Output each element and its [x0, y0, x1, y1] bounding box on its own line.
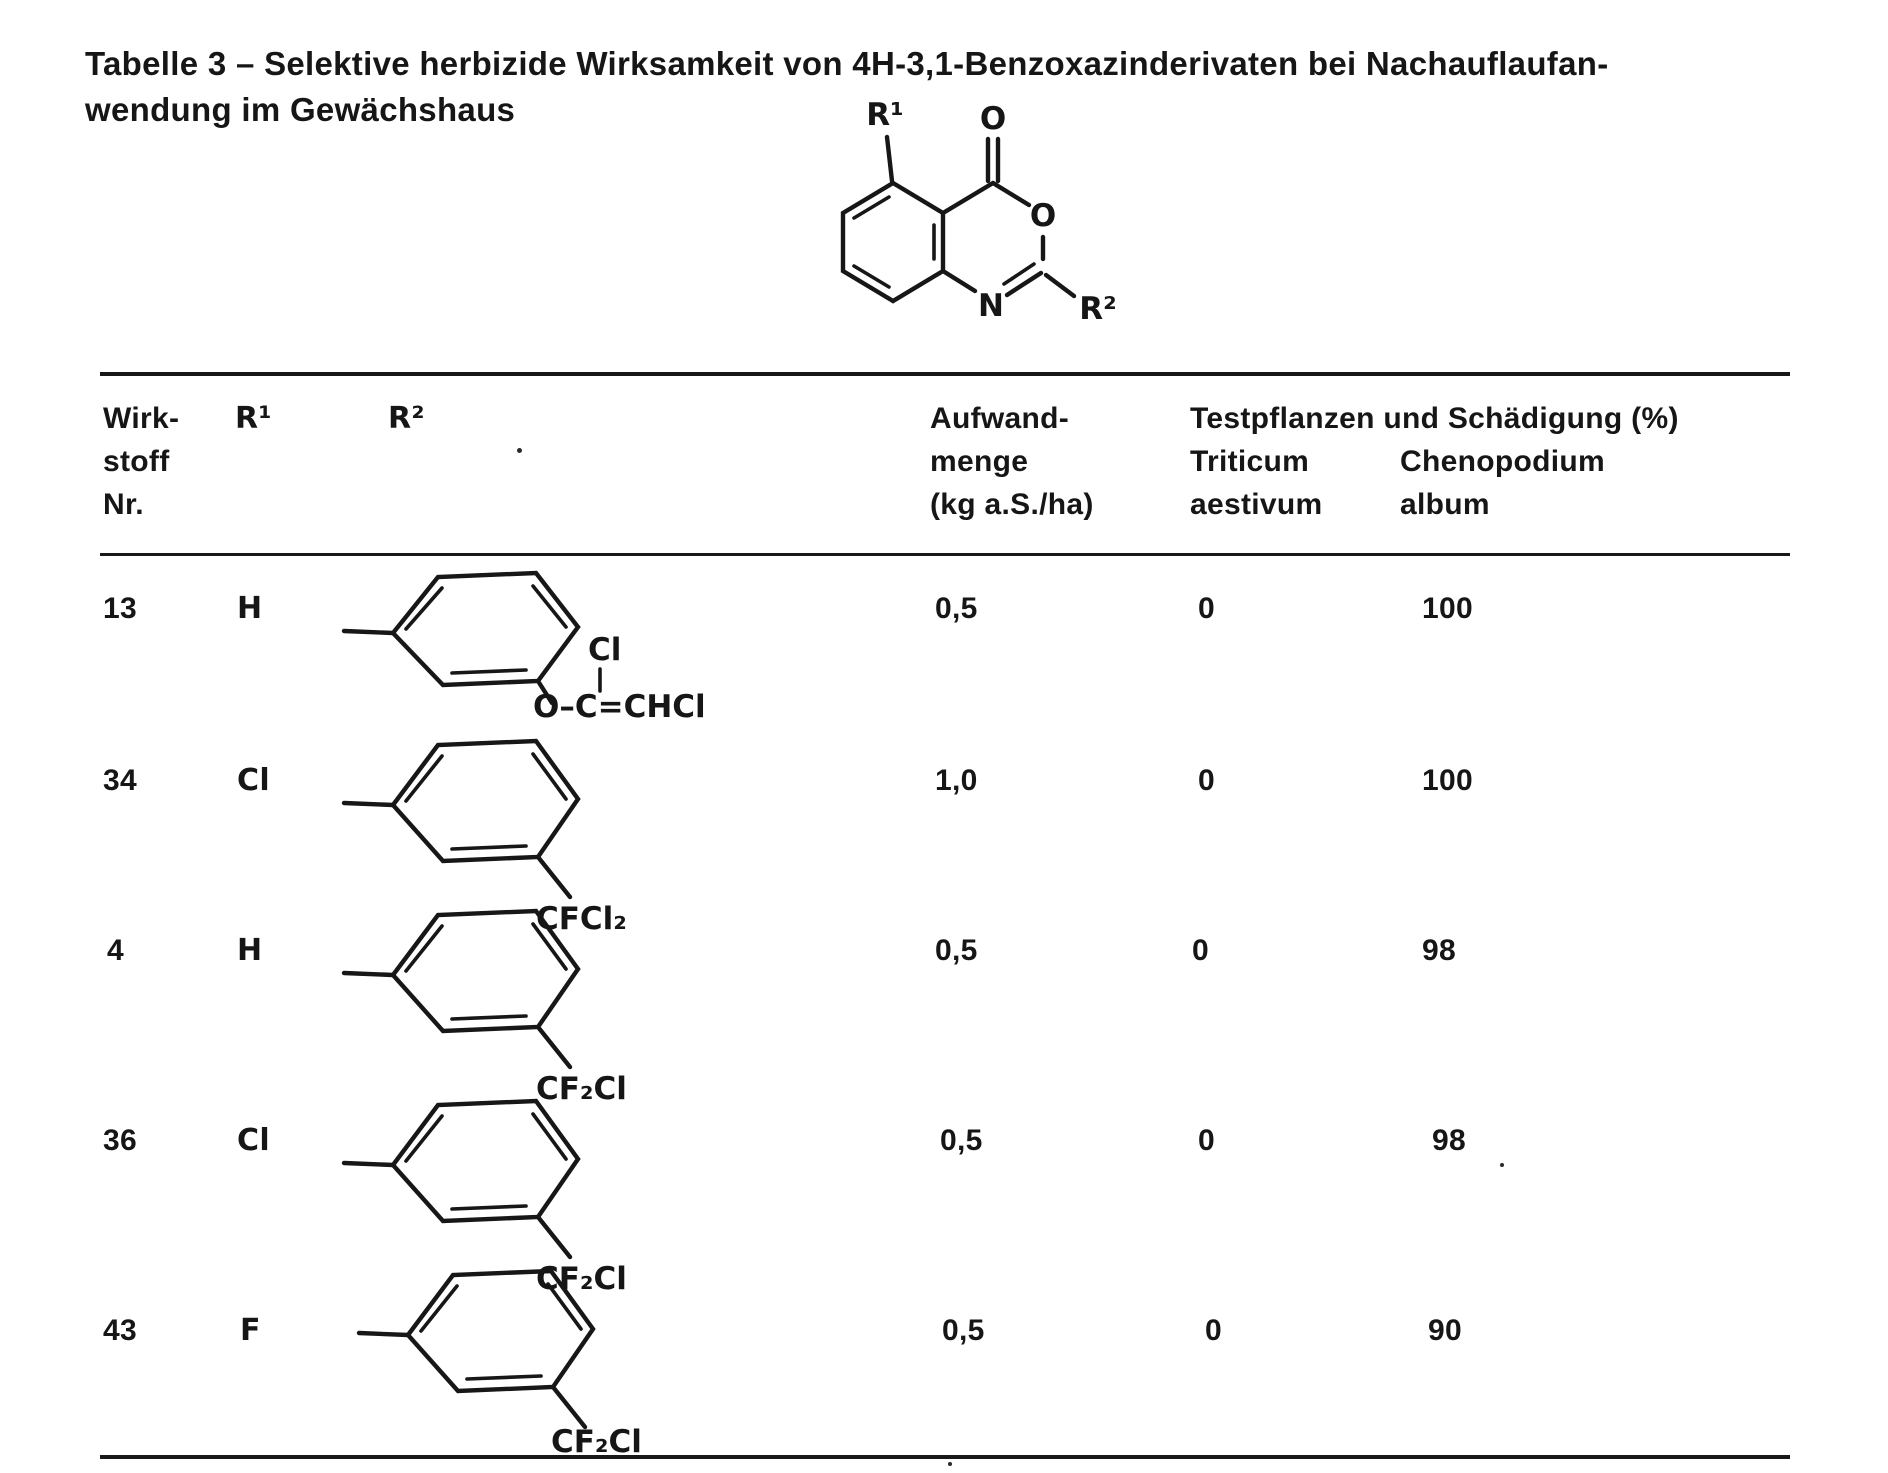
c2-n-double-bond: [1007, 273, 1041, 295]
cell-dose: 0,5: [940, 1124, 983, 1157]
double-bond-mark: [452, 670, 526, 673]
chlorine-label: Cl: [588, 632, 622, 668]
cell-wirkstoff-nr: 4: [107, 934, 124, 967]
scan-speck: [517, 448, 522, 453]
cell-dose: 0,5: [935, 934, 978, 967]
benzene-ring: [843, 183, 943, 301]
ring-bond: [993, 183, 1029, 205]
header-dose-line3: (kg a.S./ha): [930, 488, 1094, 521]
cell-chenopodium: 98: [1422, 934, 1456, 967]
cell-dose: 0,5: [942, 1314, 985, 1347]
substituent-label: CFCl₂: [536, 901, 627, 937]
r1-label: R¹: [866, 97, 904, 133]
substituent-label: CF₂Cl: [536, 1071, 627, 1107]
cell-dose: 1,0: [935, 764, 978, 797]
cell-triticum: 0: [1205, 1314, 1222, 1347]
header-triticum-line1: Triticum: [1190, 445, 1310, 478]
ring-bond: [943, 271, 975, 291]
phenyl-ring: [393, 573, 578, 685]
attachment-bond: [344, 1163, 393, 1165]
r2-label: R²: [1079, 291, 1117, 327]
ring-oxygen-label: O: [1029, 198, 1057, 234]
header-testplants-group: Testpflanzen und Schädigung (%): [1190, 402, 1679, 435]
phenyl-ring: [393, 1101, 578, 1221]
table-title-line1: Tabelle 3 – Selektive herbizide Wirksamkeit von 4H-3,1-Benzoxazinderivaten bei Nachauflaufan-: [85, 45, 1609, 82]
substituent-label: CF₂Cl: [536, 1261, 627, 1297]
attachment-bond: [344, 803, 393, 805]
cell-r1-value: Cl: [237, 1123, 270, 1158]
cell-chenopodium: 100: [1422, 764, 1473, 797]
double-bond-mark: [854, 266, 889, 287]
cell-wirkstoff-nr: 36: [103, 1124, 137, 1157]
benzoxazinone-scaffold-structure: [810, 85, 1140, 365]
table-bottom-rule: [100, 1455, 1790, 1459]
r2-bond: [1046, 275, 1074, 296]
cell-triticum: 0: [1198, 592, 1215, 625]
header-chenopodium-line2: album: [1400, 488, 1490, 521]
cell-r1-value: Cl: [237, 763, 270, 798]
header-triticum-line2: aestivum: [1190, 488, 1323, 521]
cell-r1-value: F: [240, 1313, 261, 1348]
table-top-rule: [100, 372, 1790, 376]
cell-dose: 0,5: [935, 592, 978, 625]
attachment-bond: [359, 1333, 408, 1335]
header-chenopodium-line1: Chenopodium: [1400, 445, 1605, 478]
phenyl-ring: [393, 741, 578, 861]
substituent-label: CF₂Cl: [551, 1424, 642, 1460]
r1-bond: [887, 137, 892, 181]
substituent-bond: [538, 1027, 570, 1067]
header-wirkstoff-line2: stoff: [103, 445, 170, 478]
header-dose-line2: menge: [930, 445, 1029, 478]
substituent-bond: [553, 1387, 585, 1427]
header-wirkstoff-line1: Wirk-: [103, 402, 180, 435]
cell-wirkstoff-nr: 13: [103, 592, 137, 625]
cell-triticum: 0: [1192, 934, 1209, 967]
substituent-chain-label: O–C=CHCl: [533, 689, 706, 725]
double-bond-mark: [452, 846, 526, 849]
cell-r1-value: H: [237, 591, 263, 626]
r2-structure-phenyl-cf2cl: [355, 1247, 775, 1473]
carbonyl-oxygen-label: O: [979, 101, 1007, 137]
cell-wirkstoff-nr: 43: [103, 1314, 137, 1347]
cell-triticum: 0: [1198, 1124, 1215, 1157]
header-r1: R¹: [235, 401, 272, 436]
attachment-bond: [344, 631, 393, 633]
nitrogen-label: N: [978, 288, 1004, 324]
double-bond-mark: [452, 1016, 526, 1019]
phenyl-ring: [393, 911, 578, 1031]
header-dose-line1: Aufwand-: [930, 402, 1070, 435]
header-wirkstoff-line3: Nr.: [103, 488, 144, 521]
scan-speck: [1500, 1163, 1504, 1167]
double-bond-mark: [467, 1376, 541, 1379]
scan-speck: [948, 1462, 952, 1466]
table-title-line2: wendung im Gewächshaus: [85, 91, 516, 128]
cell-chenopodium: 98: [1432, 1124, 1466, 1157]
cell-wirkstoff-nr: 34: [103, 764, 137, 797]
header-r2: R²: [388, 401, 425, 436]
attachment-bond: [344, 973, 393, 975]
cell-chenopodium: 90: [1428, 1314, 1462, 1347]
ring-bond: [943, 183, 993, 213]
double-bond-mark: [854, 197, 889, 218]
cell-chenopodium: 100: [1422, 592, 1473, 625]
phenyl-ring: [408, 1271, 593, 1391]
double-bond-mark: [452, 1206, 526, 1209]
cell-triticum: 0: [1198, 764, 1215, 797]
cell-r1-value: H: [237, 933, 263, 968]
